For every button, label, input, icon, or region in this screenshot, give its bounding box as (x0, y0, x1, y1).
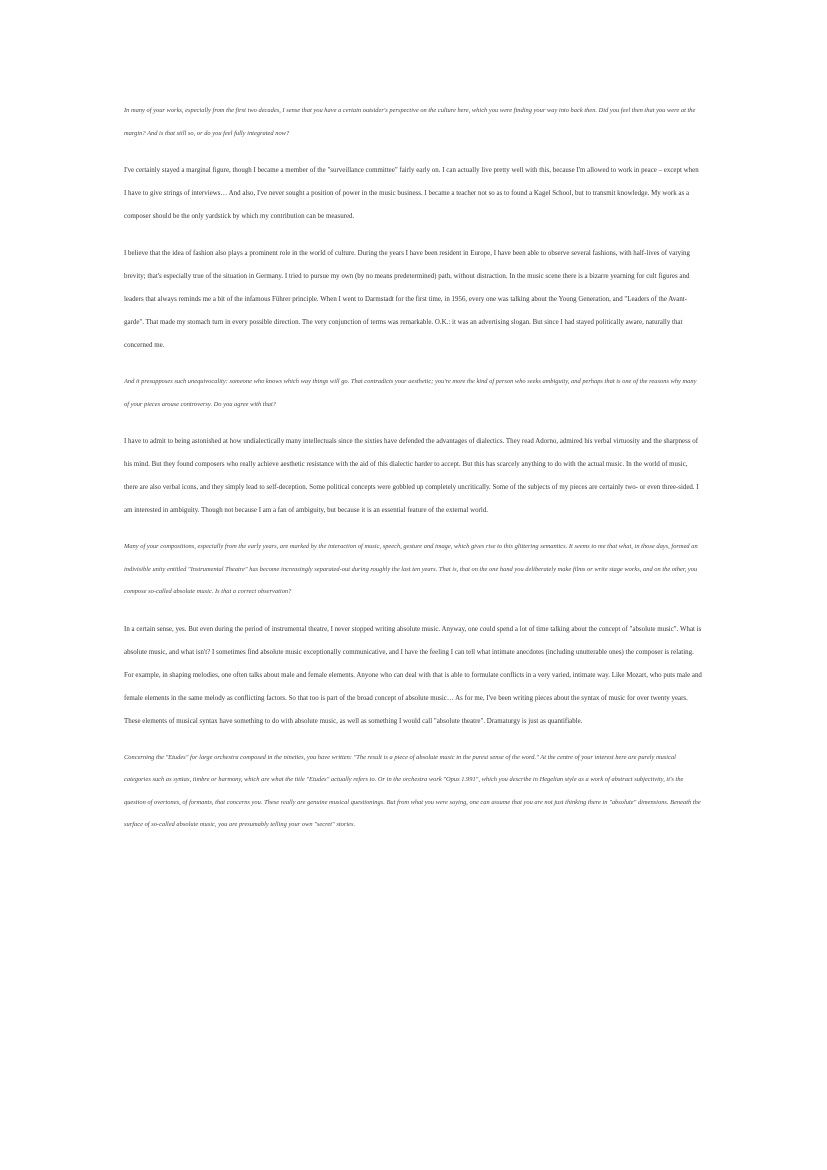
answer-3: I have to admit to being astonished at how undialectically many intellectuals since the sixties have defended the advantages of dialectics. They read Adorno, admired his verbal virtuosity and the sharpness of his mind. But they found composers who really achieve aesthetic resistance with the aid of this dialectic harder to accept. But this has scarcely anything to do with the actual music. In the world of music, there are also verbal icons, and they simply lead to self-deception. Some political concepts were gobbled up completely uncritically. Some of the subjects of my pieces are certainly two- or even three-sided. I am interested in ambiguity. Though not because I am a fan of ambiguity, but because it is an essential feature of the external world. (124, 438, 699, 514)
question-4: Concerning the "Etudes" for large orchestra composed in the nineties, you have written: "The result is a piece of absolute music in the purest sense of the word." At the centre of your interest here are purely musical categories such as syntax, timbre or harmony, which are what the title "Etudes" actually refers to. Or in the orchestra work "Opus 1.991", which you describe in Hegelian style as a work of abstract subjectivity, it's the question of overtones, of formants, that concerns you. These really are genuine musical questionings. But from what you were saying, one can assume that you are not just thinking there in "absolute" dimensions. Beneath the surface of so-called absolute music, you are presumably telling your own "secret" stories. (124, 753, 701, 828)
interview-page (124, 100, 702, 851)
question-1: In many of your works, especially from the first two decades, I sense that you have a certain outsider's perspective on the culture here, which you were finding your way into back then. Did you feel then that you were at the margin? And is that still so, or do you feel fully integrated now? (124, 107, 696, 137)
answer-1: I've certainly stayed a marginal figure, though I became a member of the "surveillance committee" fairly early on. I can actually live pretty well with this, because I'm allowed to work in peace – except when I have to give strings of interviews… And also, I've never sought a position of power in the music business. I became a teacher not so as to found a Kagel School, but to transmit knowledge. My work as a composer should be the only yardstick by which my contribution can be measured. (124, 167, 699, 220)
answer-4: In a certain sense, yes. But even during the period of instrumental theatre, I never stopped writing absolute music. Anyway, one could spend a lot of time talking about the concept of "absolute music". What is absolute music, and what isn't? I sometimes find absolute music exceptionally communicative, and I have the feeling I can tell what intimate anecdotes (including unutterable ones) the composer is relating. For example, in shaping melodies, one often talks about male and female elements. Anyone who can deal with that is able to formulate conflicts in a very varied, intimate way. Like Mozart, who puts male and female elements in the same melody as conflicting factors. So that too is part of the broad concept of absolute music… As for me, I've been writing pieces about the syntax of music for over twenty years. These elements of musical syntax have something to do with absolute music, as well as something I would call "absolute theatre". Dramaturgy is just as quantifiable. (124, 625, 702, 725)
answer-2: I believe that the idea of fashion also plays a prominent role in the world of culture. During the years I have been resident in Europe, I have been able to observe several fashions, with half-lives of varying brevity; that's especially true of the situation in Germany. I tried to pursue my own (by no means predetermined) path, without distraction. In the music scene there is a bizarre yearning for cult figures and leaders that always reminds me a bit of the infamous Führer principle. When I went to Darmstadt for the first time, in 1956, every one was talking about the Young Generation, and "Leaders of the Avant-garde". That made my stomach turn in every possible direction. The very conjunction of terms was remarkable. O.K.: it was an advertising slogan. But since I had stayed politically aware, naturally that concerned me. (124, 250, 690, 349)
question-3: Many of your compositions, especially from the early years, are marked by the interaction of music, speech, gesture and image, which gives rise to this glittering semantics. It seems to me that what, in those days, formed an indivisible unity entitled "Instrumental Theatre" has become increasingly separated-out during roughly the last ten years. That is, that on the one hand you deliberately make films or write stage works, and on the other, you compose so-called absolute music. Is that a correct observation? (124, 543, 698, 595)
question-2: And it presupposes such unequivocality: someone who knows which way things will go. That contradicts your aesthetic; you're more the kind of person who seeks ambiguity, and perhaps that is one of the reasons why many of your pieces arouse controversy. Do you agree with that? (124, 378, 697, 408)
